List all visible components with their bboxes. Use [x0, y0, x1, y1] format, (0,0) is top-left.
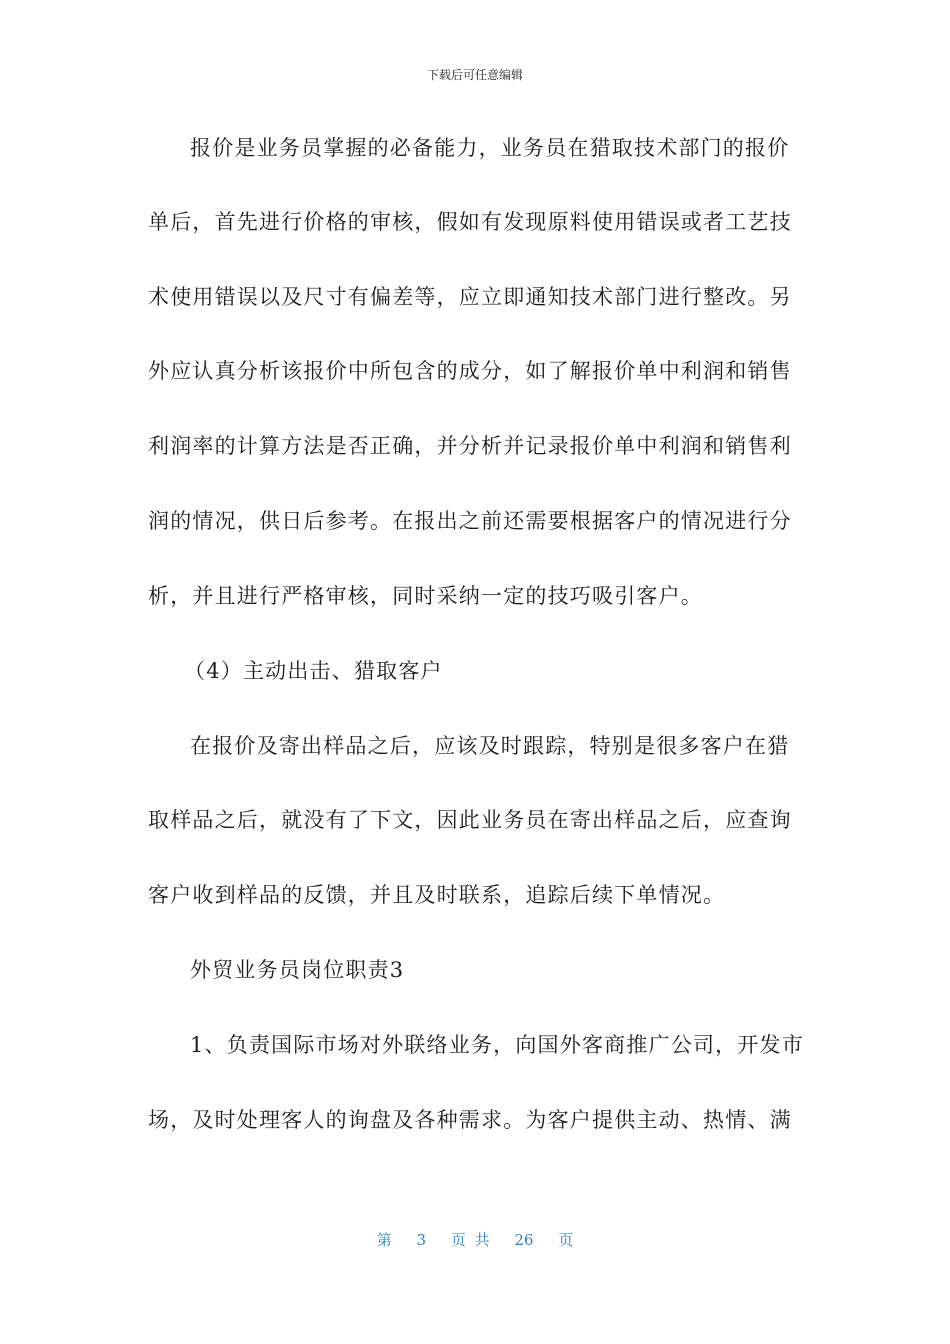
total-pages-number: 26: [514, 1231, 534, 1249]
page-header: 下载后可任意编辑: [426, 68, 523, 82]
paragraph-line: 场，及时处理客人的询盘及各种需求。为客户提供主动、热情、满: [148, 1108, 792, 1132]
page-label-suffix: 页: [558, 1231, 574, 1249]
paragraph-line: 析，并且进行严格审核，同时采纳一定的技巧吸引客户。: [148, 584, 703, 608]
page-footer: [0, 1229, 950, 1250]
page-label-prefix: 第: [376, 1231, 392, 1249]
paragraph-line: 外应认真分析该报价中所包含的成分，如了解报价单中利润和销售: [148, 359, 792, 383]
current-page-number: 3: [416, 1231, 427, 1249]
paragraph-line: 1、负责国际市场对外联络业务，向国外客商推广公司，开发市: [190, 1033, 804, 1057]
paragraph-line: 利润率的计算方法是否正确，并分析并记录报价单中利润和销售利: [148, 434, 792, 458]
paragraph-line: 报价是业务员掌握的必备能力，业务员在猎取技术部门的报价: [190, 136, 790, 160]
paragraph-line: 术使用错误以及尺寸有偏差等，应立即通知技术部门进行整改。另: [148, 285, 792, 309]
page-label-mid: 页 共: [450, 1231, 490, 1249]
section-heading: （4）主动出击、猎取客户: [184, 659, 443, 683]
section-title: 外贸业务员岗位职责3: [190, 958, 405, 982]
paragraph-line: 单后，首先进行价格的审核，假如有发现原料使用错误或者工艺技: [148, 210, 792, 234]
paragraph-line: 客户收到样品的反馈，并且及时联系，追踪后续下单情况。: [148, 883, 726, 907]
paragraph-line: 取样品之后，就没有了下文，因此业务员在寄出样品之后，应查询: [148, 808, 792, 832]
paragraph-line: 在报价及寄出样品之后，应该及时跟踪，特别是很多客户在猎: [190, 734, 790, 758]
paragraph-line: 润的情况，供日后参考。在报出之前还需要根据客户的情况进行分: [148, 509, 792, 533]
